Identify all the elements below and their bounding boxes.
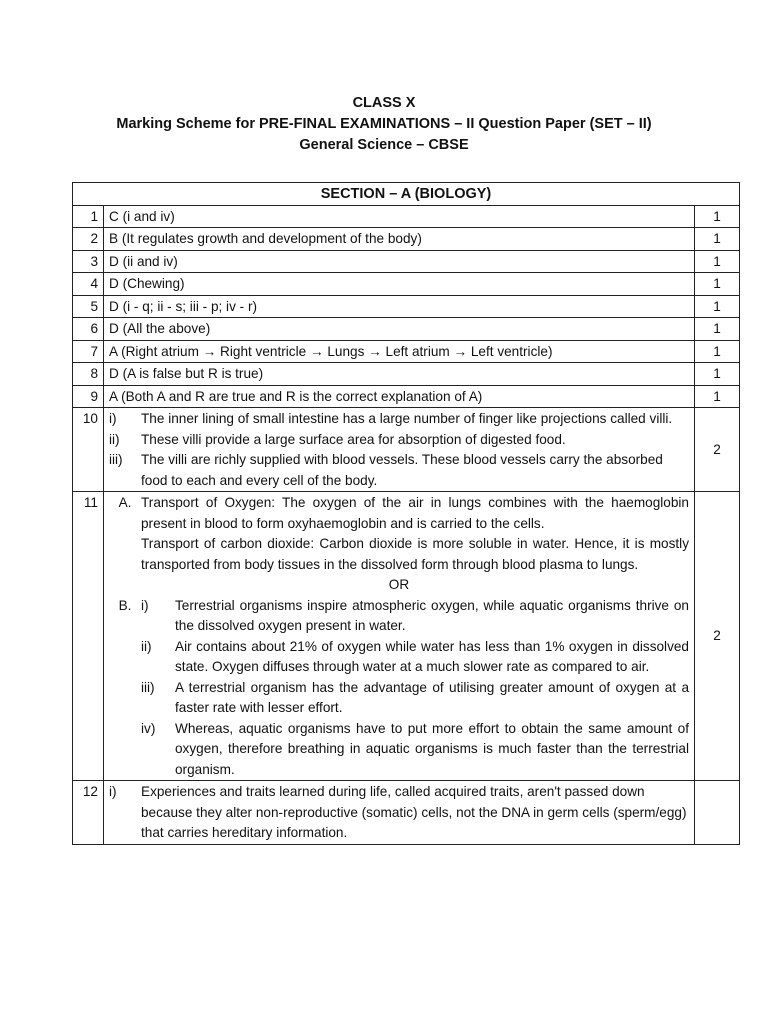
item-text: The inner lining of small intestine has a large number of finger like projections called villi. (141, 411, 673, 426)
table-row (73, 385, 740, 408)
marking-scheme-table (72, 182, 740, 845)
question-number: 8 (73, 363, 104, 386)
table-row-q11 (73, 492, 740, 781)
list-item (109, 430, 689, 451)
answer-cell: D (A is false but R is true) (104, 363, 695, 386)
marks-cell (695, 781, 740, 845)
answer-cell: B (It regulates growth and development of the body) (104, 228, 695, 251)
question-number: 7 (73, 340, 104, 363)
table-row (73, 295, 740, 318)
question-number: 6 (73, 318, 104, 341)
question-number: 2 (73, 228, 104, 251)
item-label: iii) (141, 679, 155, 695)
table-row (73, 340, 740, 363)
option-a (109, 493, 689, 575)
option-b (109, 596, 689, 781)
question-number: 10 (73, 408, 104, 492)
item-text: Experiences and traits learned during life, called acquired traits, aren't passed down because they alter non-reproductive (somatic) cells, not the DNA in germ cells (sperm/egg) that carries hereditary information. (141, 784, 687, 840)
section-title: SECTION – A (BIOLOGY) (73, 183, 740, 206)
marks-cell: 1 (695, 273, 740, 296)
answer-cell (104, 492, 695, 781)
document-header (0, 93, 768, 156)
table-row (73, 228, 740, 251)
item-label: iii) (109, 452, 123, 467)
oxygen-transport-text: Transport of Oxygen: The oxygen of the air in lungs combines with the haemoglobin present in blood to form oxyhaemoglobin and is carried to the cells. (141, 495, 689, 531)
list-item (109, 782, 689, 844)
table-row (73, 273, 740, 296)
option-b-body (141, 596, 689, 781)
question-number: 5 (73, 295, 104, 318)
marks-cell: 2 (695, 408, 740, 492)
marks-cell: 1 (695, 295, 740, 318)
item-label: i) (109, 784, 117, 799)
answer-cell: D (i - q; ii - s; iii - p; iv - r) (104, 295, 695, 318)
subject-title: General Science – CBSE (299, 137, 469, 153)
marks-cell: 2 (695, 492, 740, 781)
marks-cell: 1 (695, 250, 740, 273)
list-item (141, 637, 689, 678)
list-item (141, 719, 689, 781)
item-text: A terrestrial organism has the advantage of utilising greater amount of oxygen at a faster rate with lesser effort. (175, 679, 689, 715)
item-label: iv) (141, 720, 156, 736)
question-number: 11 (73, 492, 104, 781)
item-label: ii) (141, 638, 152, 654)
answer-cell (104, 781, 695, 845)
answer-cell: D (ii and iv) (104, 250, 695, 273)
marks-cell: 1 (695, 340, 740, 363)
marks-cell: 1 (695, 363, 740, 386)
question-number: 1 (73, 205, 104, 228)
answer-cell: C (i and iv) (104, 205, 695, 228)
or-divider: OR (388, 577, 410, 592)
marks-cell: 1 (695, 205, 740, 228)
item-text: These villi provide a large surface area for absorption of digested food. (141, 431, 566, 447)
question-number: 3 (73, 250, 104, 273)
question-number: 9 (73, 385, 104, 408)
answer-cell: D (Chewing) (104, 273, 695, 296)
marks-cell: 1 (695, 228, 740, 251)
co2-transport-text: Transport of carbon dioxide: Carbon dioxide is more soluble in water. Hence, it is mostly transported from body tissues in the dissolved form through blood plasma to lungs. (141, 536, 689, 572)
item-text: Whereas, aquatic organisms have to put more effort to obtain the same amount of oxygen, therefore breathing in aquatic organisms is much faster than the terrestrial organism. (175, 720, 689, 777)
table-row-q12 (73, 781, 740, 845)
table-row (73, 318, 740, 341)
question-number: 12 (73, 781, 104, 845)
answer-cell: D (All the above) (104, 318, 695, 341)
item-text: The villi are richly supplied with blood vessels. These blood vessels carry the absorbed food to each and every cell of the body. (141, 452, 663, 488)
table-row (73, 363, 740, 386)
answer-cell: A (Both A and R are true and R is the correct explanation of A) (104, 385, 695, 408)
answer-cell: A (Right atrium → Right ventricle → Lungs → Left atrium → Left ventricle) (104, 340, 695, 363)
item-label: i) (141, 597, 149, 613)
list-item (109, 409, 689, 430)
marks-cell: 1 (695, 385, 740, 408)
option-label: A. (118, 495, 132, 510)
item-text: Terrestrial organisms inspire atmospheric oxygen, while aquatic organisms thrive on the dissolved oxygen present in water. (175, 597, 689, 633)
option-label: B. (118, 597, 132, 613)
scheme-title: Marking Scheme for PRE-FINAL EXAMINATIONS – II Question Paper (SET – II) (116, 116, 652, 132)
list-item (141, 678, 689, 719)
answer-cell (104, 408, 695, 492)
question-number: 4 (73, 273, 104, 296)
item-label: i) (109, 411, 117, 426)
list-item (109, 450, 689, 491)
item-label: ii) (109, 431, 120, 447)
marks-cell: 1 (695, 318, 740, 341)
class-title: CLASS X (352, 95, 416, 111)
item-text: Air contains about 21% of oxygen while water has less than 1% oxygen in dissolved state. Oxygen diffuses through water at a much slower rate as compared to air. (175, 638, 689, 674)
section-header-row (73, 183, 740, 206)
table-row-q10 (73, 408, 740, 492)
table-row (73, 205, 740, 228)
list-item (141, 596, 689, 637)
option-a-body (141, 493, 689, 575)
table-row (73, 250, 740, 273)
